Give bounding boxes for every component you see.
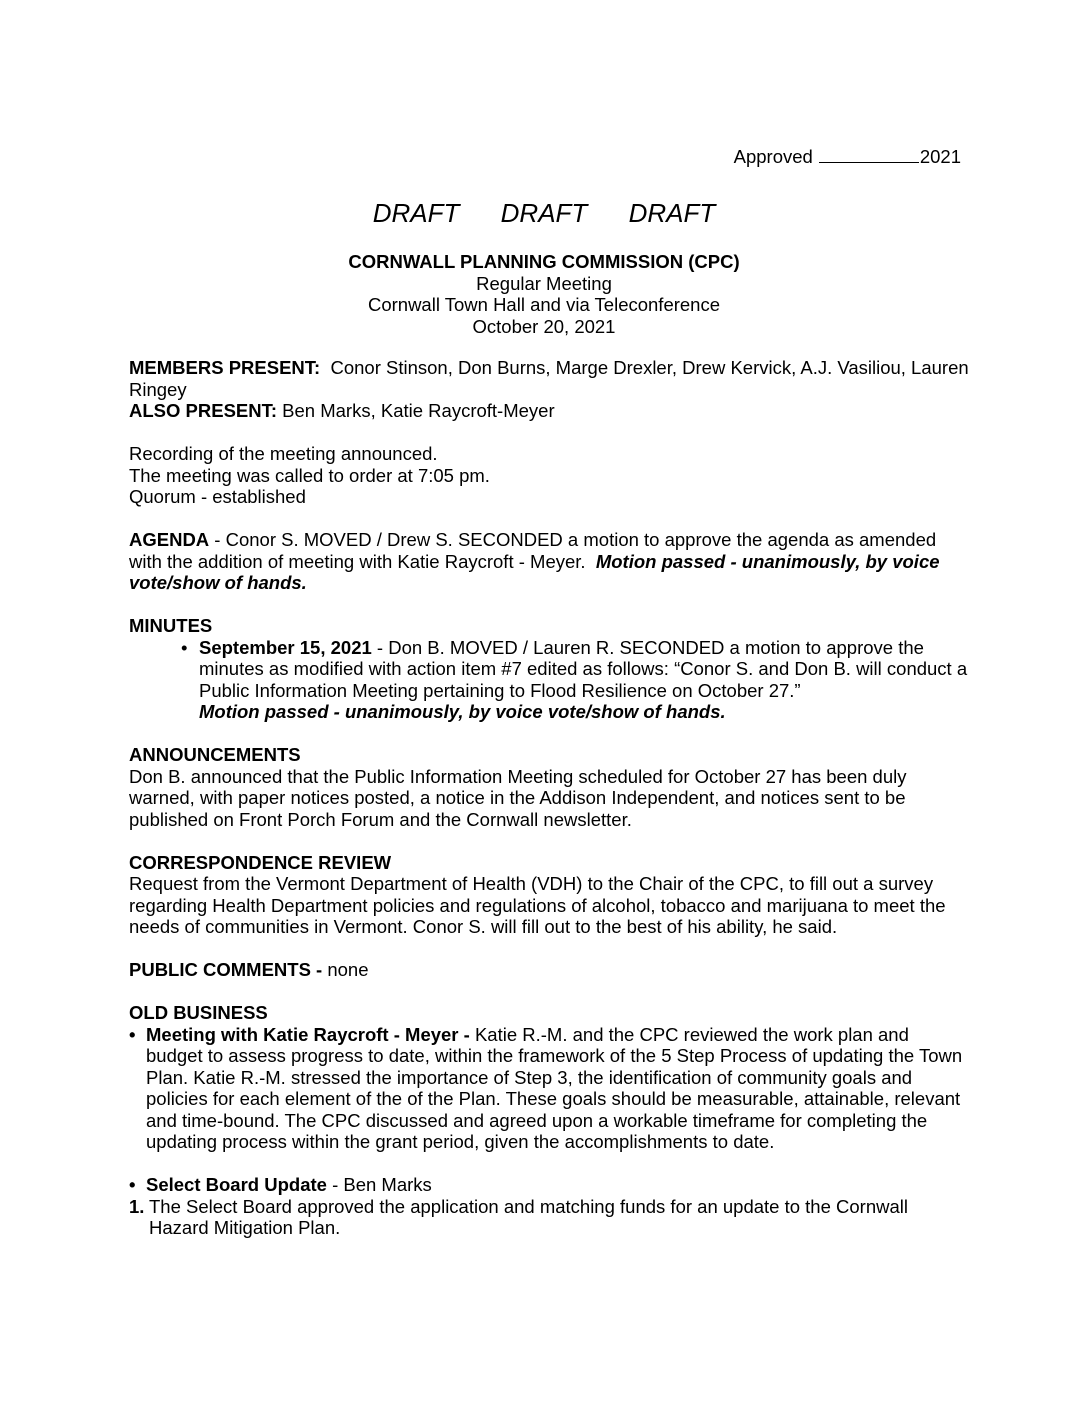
numbered-item-number: 1. [129,1195,145,1217]
minutes-item-text: - Don B. MOVED / Lauren R. SECONDED a motion to approve the minutes as modified with action item #7 edited as follows: “Conor S. and Don B. will conduct a Public Information Meeting pertaining to Flood Resilience on October 27.” [199,636,968,701]
meeting-type: Regular Meeting [476,272,612,294]
old-business-item-text: Katie R.-M. and the CPC reviewed the work plan and budget to assess progress to date, within the framework of the 5 Step Process of updating the Town Plan. Katie R.-M. stressed the importance of Step 3, the identification of community goals and policies for each element of the of the Plan. These goals should be measurable, attainable, relevant and time-bound. The CPC discussed and agreed upon a workable timeframe for completing the updating process within the grant period, given the accomplishments to date. [146,1023,963,1152]
minutes-list [129,637,969,723]
also-present [129,400,969,422]
announcements-text: Don B. announced that the Public Information Meeting scheduled for October 27 has been duly warned, with paper notices posted, a notice in the Addison Independent, and notices sent to be published on Front Porch Forum and the Cornwall newsletter. [129,765,907,830]
old-business-item-label: Select Board Update [146,1174,327,1195]
draft-mark: DRAFT [372,198,460,228]
public-comments-text: none [322,959,369,980]
agenda-label: AGENDA [129,529,210,550]
old-business-item [129,1174,969,1196]
agenda-section [129,529,969,594]
public-comments-heading: PUBLIC COMMENTS - [129,959,323,980]
numbered-item [129,1196,969,1239]
members-present [129,357,969,400]
old-business-item [129,1024,969,1153]
meeting-location: Cornwall Town Hall and via Teleconference [367,294,721,315]
minutes-motion-result: Motion passed - unanimously, by voice vote/show of hands. [199,701,726,722]
numbered-item-text: The Select Board approved the application and matching funds for an update to the Cornwall Hazard Mitigation Plan. [149,1195,908,1238]
approval-date-blank [819,146,919,163]
approval-line [734,146,961,168]
agenda-motion-result: Motion passed - unanimously, by voice vote/show of hands. [129,550,940,593]
correspondence-text: Request from the Vermont Department of Health (VDH) to the Chair of the CPC, to fill out a survey regarding Health Department policies and regulations of alcohol, tobacco and marijuana to meet the needs of communities in Vermont. Conor S. will fill out to the best of his ability, he said. [129,873,946,937]
also-present-label: ALSO PRESENT: [129,400,278,421]
minutes-item [199,637,969,723]
public-comments [129,959,969,981]
draft-watermark-line [0,198,1088,229]
old-business-item-label: Meeting with Katie Raycroft - Meyer - [146,1023,470,1045]
document-header [0,251,1088,337]
draft-mark: DRAFT [628,198,716,228]
approved-year: 2021 [919,146,961,167]
also-present-names: Ben Marks, Katie Raycroft-Meyer [282,400,555,421]
announcements-heading: ANNOUNCEMENTS [129,744,301,765]
agenda-text: - Conor S. MOVED / Drew S. SECONDED a motion to approve the agenda as amended with the addition of meeting with Katie Raycroft - Meyer. [129,529,937,572]
minutes-body [129,357,969,1239]
opening-line: Recording of the meeting announced. [129,443,438,464]
draft-mark: DRAFT [500,198,588,228]
minutes-heading: MINUTES [129,615,213,636]
opening-line: Quorum - established [129,486,306,507]
members-present-label: MEMBERS PRESENT: [129,357,321,378]
document-title: CORNWALL PLANNING COMMISSION (CPC) [348,251,740,272]
minutes-item-date: September 15, 2021 [199,636,372,658]
approved-label: Approved [733,146,813,167]
meeting-date: October 20, 2021 [472,315,616,337]
old-business-heading: OLD BUSINESS [129,1002,268,1023]
old-business-item-text: - Ben Marks [326,1174,432,1195]
members-present-names: Conor Stinson, Don Burns, Marge Drexler, Drew Kervick, A.J. Vasiliou, Lauren Ringey [129,357,969,400]
correspondence-heading: CORRESPONDENCE REVIEW [129,851,392,873]
opening-line: The meeting was called to order at 7:05 pm. [129,464,490,486]
